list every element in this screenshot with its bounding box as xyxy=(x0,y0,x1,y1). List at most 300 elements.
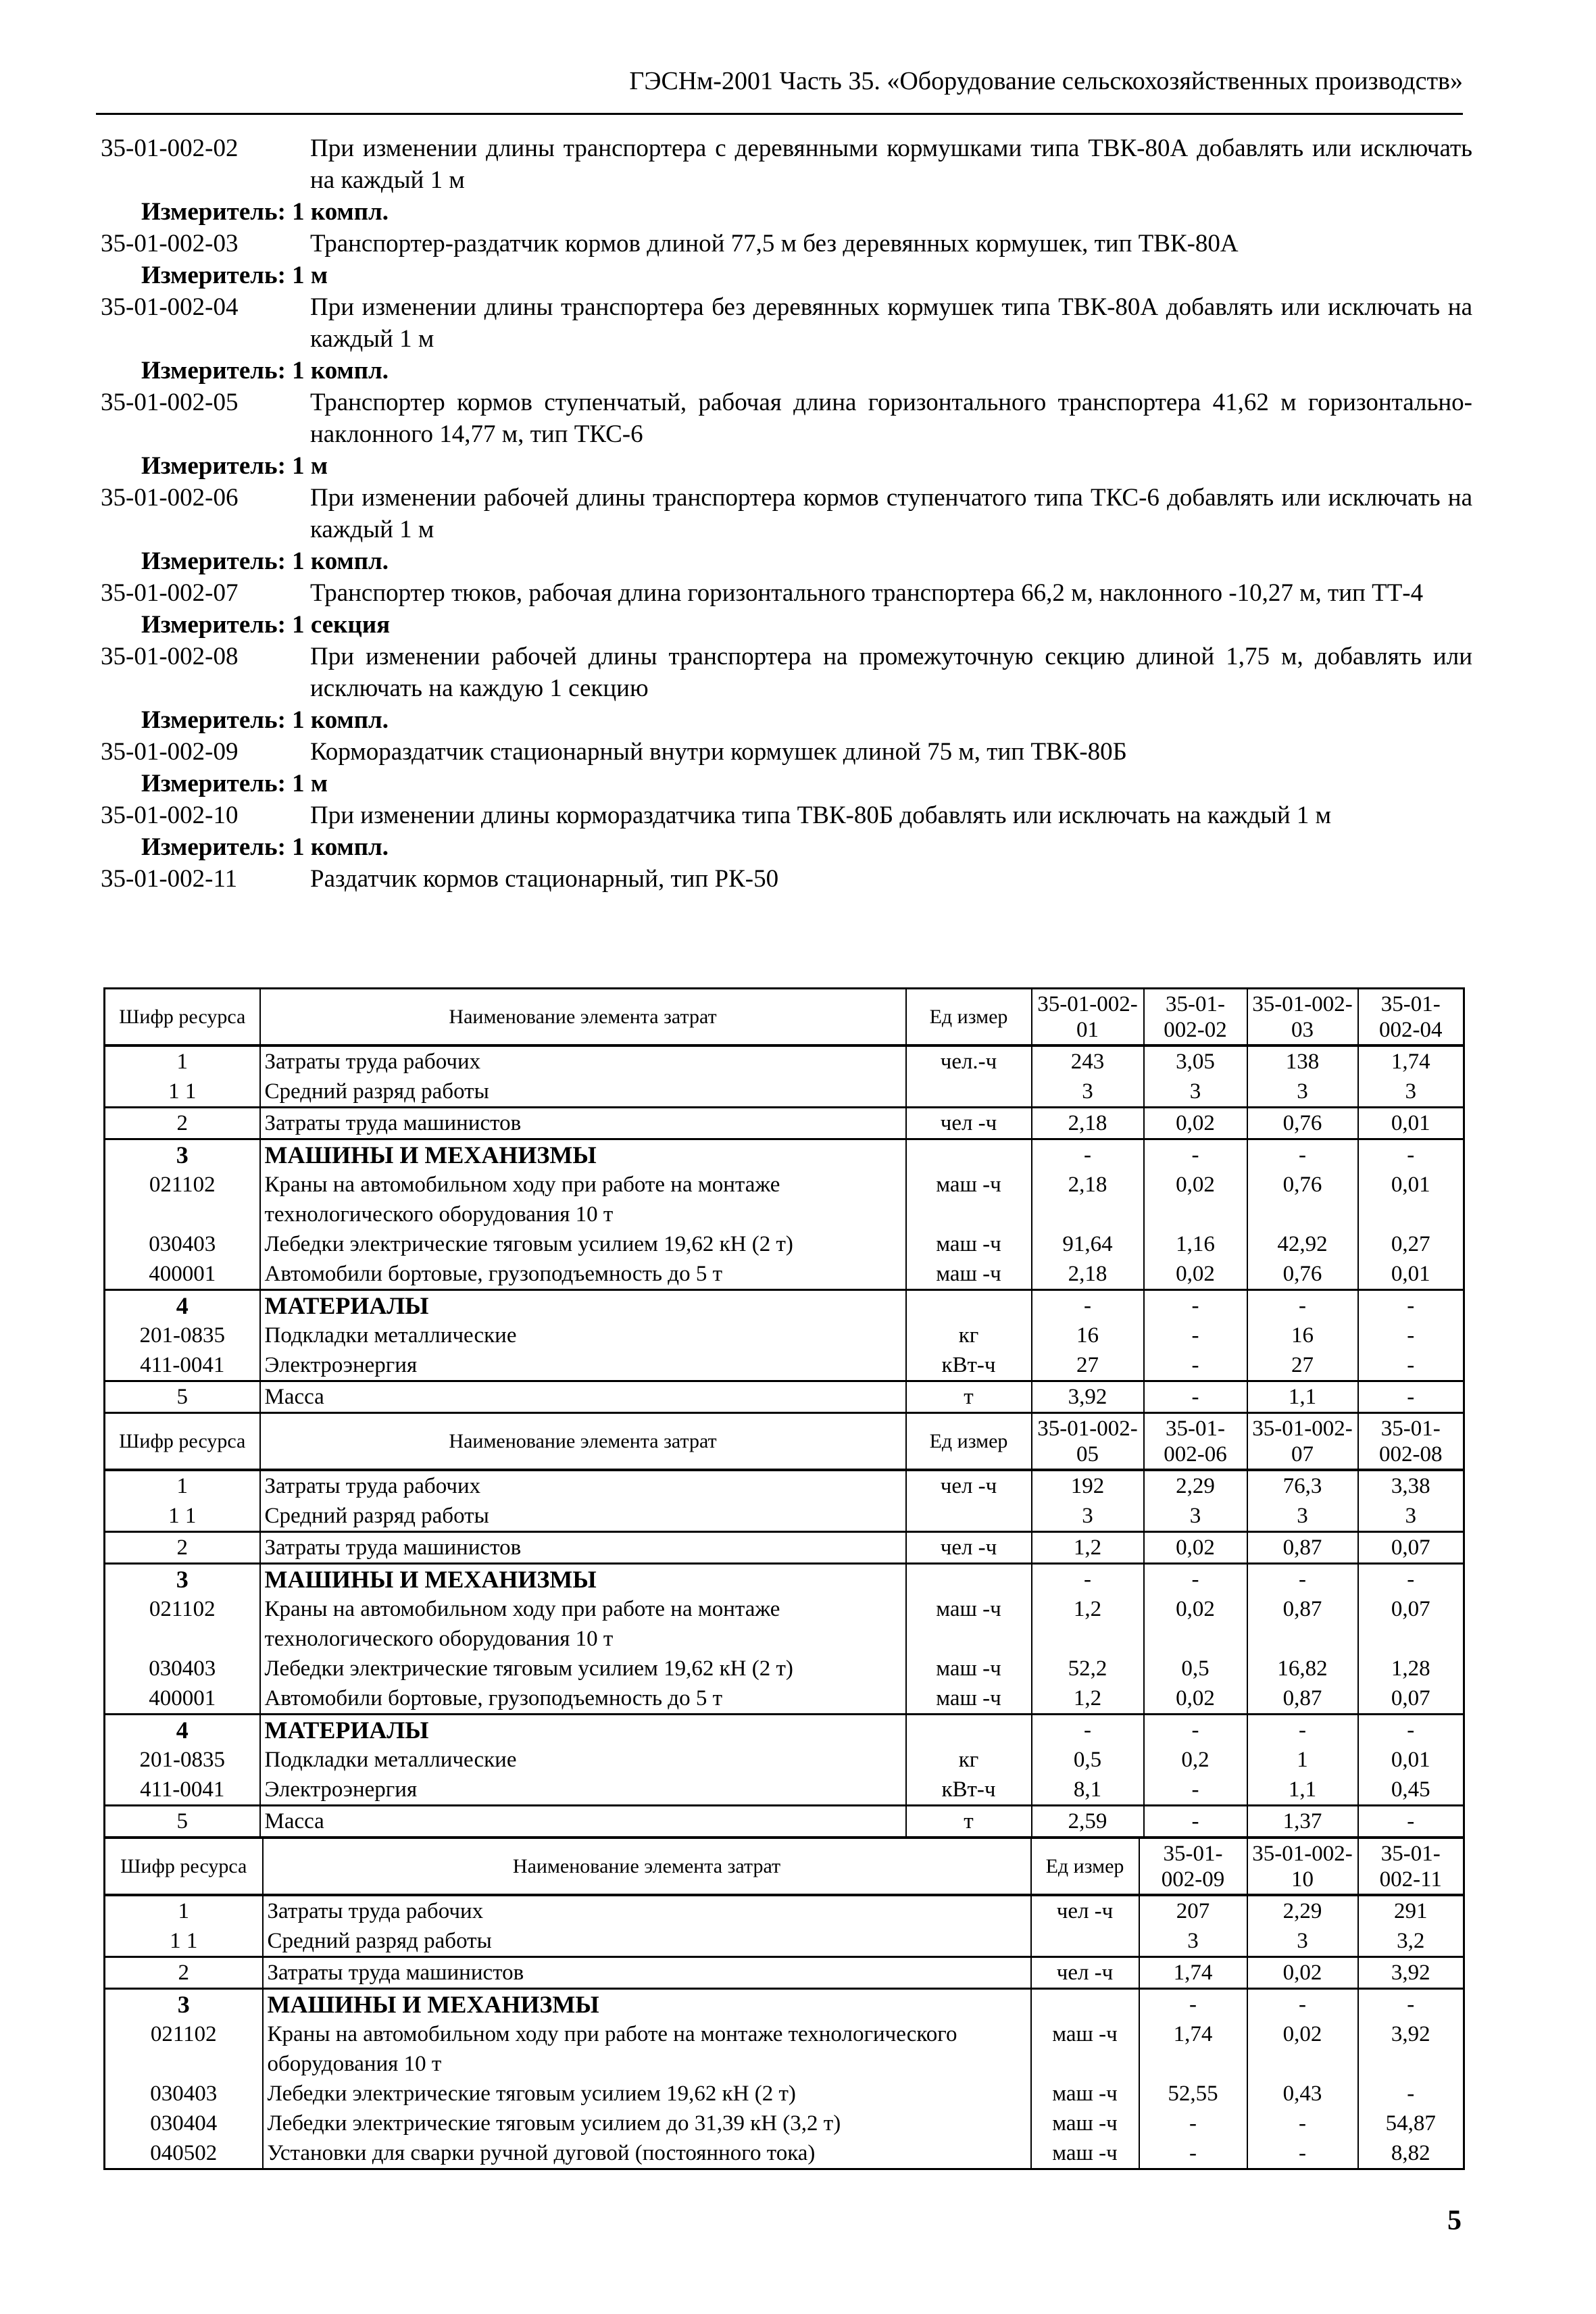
unit: чел -ч xyxy=(906,1532,1032,1564)
value-cell: 0,02 xyxy=(1144,1532,1247,1564)
value-cell: 2,18 xyxy=(1032,1259,1144,1290)
unit xyxy=(906,1139,1032,1171)
resource-code: 3 xyxy=(105,1139,260,1171)
value-cell: - xyxy=(1247,2109,1358,2138)
entry-description: При изменении рабочей длины транспортера кормов ступенчатого типа ТКС-6 добавлять или исключать на каждый 1 м xyxy=(310,484,1472,543)
table-header-row xyxy=(105,989,1464,1046)
table-row xyxy=(105,1564,1464,1595)
entry-code: 35-01-002-11 xyxy=(101,865,238,893)
value-cell: 0,87 xyxy=(1247,1594,1358,1654)
value-cell: - xyxy=(1139,1989,1247,2020)
unit: т xyxy=(906,1806,1032,1838)
entry-item xyxy=(101,132,1472,196)
table-row xyxy=(105,1715,1464,1746)
resource-code: 040502 xyxy=(105,2138,263,2169)
value-cell: - xyxy=(1247,1989,1358,2020)
cost-element-name: Электроэнергия xyxy=(260,1350,906,1381)
value-cell: 0,07 xyxy=(1358,1594,1464,1654)
value-cell: 27 xyxy=(1032,1350,1144,1381)
entry-code: 35-01-002-04 xyxy=(101,293,239,321)
unit xyxy=(906,1290,1032,1321)
cost-element-name: Средний разряд работы xyxy=(263,1926,1031,1957)
unit xyxy=(906,1077,1032,1108)
entry-item xyxy=(101,291,1472,355)
value-cell: 42,92 xyxy=(1247,1229,1358,1259)
unit: маш -ч xyxy=(906,1170,1032,1229)
value-cell: - xyxy=(1144,1806,1247,1838)
value-cell: 1,28 xyxy=(1358,1654,1464,1683)
resource-code: 030403 xyxy=(105,1229,260,1259)
entry-description: Транспортер кормов ступенчатый, рабочая длина горизонтального транспортера 41,62 м горизонтально-наклонного 14,77 м, тип ТКС-6 xyxy=(310,389,1472,448)
resource-code: 400001 xyxy=(105,1683,260,1715)
entry-measure: Измеритель: 1 компл. xyxy=(141,547,389,575)
column-header: 35-01-002-03 xyxy=(1247,989,1358,1046)
value-cell: - xyxy=(1144,1564,1247,1595)
column-header: 35-01-002-10 xyxy=(1247,1838,1358,1896)
unit xyxy=(1031,1926,1139,1957)
value-cell: 91,64 xyxy=(1032,1229,1144,1259)
value-cell: - xyxy=(1358,1715,1464,1746)
value-cell: 1,16 xyxy=(1144,1229,1247,1259)
resource-code: 1 xyxy=(105,1470,260,1501)
value-cell: 0,01 xyxy=(1358,1745,1464,1775)
value-cell: 0,02 xyxy=(1144,1170,1247,1229)
entry-measure: Измеритель: 1 компл. xyxy=(141,833,389,861)
table-row xyxy=(105,1350,1464,1381)
value-cell: 3 xyxy=(1358,1501,1464,1532)
unit: маш -ч xyxy=(906,1654,1032,1683)
value-cell: 2,59 xyxy=(1032,1806,1144,1838)
entry-code: 35-01-002-06 xyxy=(101,484,239,512)
value-cell: 3,92 xyxy=(1358,1957,1464,1989)
column-header: 35-01-002-08 xyxy=(1358,1413,1464,1471)
value-cell: - xyxy=(1358,1321,1464,1350)
value-cell: 76,3 xyxy=(1247,1470,1358,1501)
table-row xyxy=(105,1745,1464,1775)
value-cell: 1,74 xyxy=(1139,1957,1247,1989)
table-row xyxy=(105,2109,1464,2138)
value-cell: 3,92 xyxy=(1358,2019,1464,2079)
cost-element-name: МАТЕРИАЛЫ xyxy=(260,1290,906,1321)
resource-code: 030404 xyxy=(105,2109,263,2138)
column-header: 35-01-002-06 xyxy=(1144,1413,1247,1471)
value-cell: 3,92 xyxy=(1032,1381,1144,1413)
cost-element-name: Лебедки электрические тяговым усилием до 31,39 кН (3,2 т) xyxy=(263,2109,1031,2138)
resource-code: 4 xyxy=(105,1290,260,1321)
cost-element-name: МАШИНЫ И МЕХАНИЗМЫ xyxy=(263,1989,1031,2020)
entry-code: 35-01-002-07 xyxy=(101,579,239,607)
value-cell: 291 xyxy=(1358,1895,1464,1926)
resource-code: 4 xyxy=(105,1715,260,1746)
value-cell: 3,2 xyxy=(1358,1926,1464,1957)
entry-item xyxy=(101,641,1472,704)
value-cell: - xyxy=(1032,1290,1144,1321)
entry-item xyxy=(101,799,1472,831)
value-cell: 1,74 xyxy=(1139,2019,1247,2079)
cost-element-name: Средний разряд работы xyxy=(260,1077,906,1108)
entry-code: 35-01-002-08 xyxy=(101,643,239,670)
value-cell: 2,18 xyxy=(1032,1108,1144,1139)
table-row xyxy=(105,1170,1464,1229)
value-cell: 1,1 xyxy=(1247,1775,1358,1806)
value-cell: 243 xyxy=(1032,1045,1144,1077)
resource-code: 021102 xyxy=(105,1594,260,1654)
value-cell: 0,01 xyxy=(1358,1170,1464,1229)
table-row xyxy=(105,1806,1464,1838)
value-cell: - xyxy=(1144,1290,1247,1321)
entry-description: При изменении длины транспортера с деревянными кормушками типа ТВК-80А добавлять или исключать на каждый 1 м xyxy=(310,134,1472,194)
entry-item xyxy=(101,736,1472,768)
value-cell: 2,29 xyxy=(1247,1895,1358,1926)
value-cell: - xyxy=(1358,1350,1464,1381)
value-cell: 0,02 xyxy=(1144,1683,1247,1715)
cost-element-name: Автомобили бортовые, грузоподъемность до 5 т xyxy=(260,1683,906,1715)
resource-code: 2 xyxy=(105,1108,260,1139)
unit xyxy=(906,1715,1032,1746)
column-header: Наименование элемента затрат xyxy=(260,989,906,1046)
value-cell: - xyxy=(1247,2138,1358,2169)
value-cell: 3 xyxy=(1032,1501,1144,1532)
value-cell: 27 xyxy=(1247,1350,1358,1381)
resource-code: 2 xyxy=(105,1957,263,1989)
entry-measure: Измеритель: 1 компл. xyxy=(141,706,389,734)
table-row xyxy=(105,1077,1464,1108)
value-cell: 52,2 xyxy=(1032,1654,1144,1683)
entry-item xyxy=(101,228,1472,260)
unit xyxy=(906,1564,1032,1595)
value-cell: 0,02 xyxy=(1247,2019,1358,2079)
column-header: 35-01-002-11 xyxy=(1358,1838,1464,1896)
entry-code: 35-01-002-03 xyxy=(101,230,239,257)
cost-element-name: Затраты труда рабочих xyxy=(260,1470,906,1501)
table-row xyxy=(105,1957,1464,1989)
column-header: Ед измер xyxy=(906,989,1032,1046)
value-cell: 1,74 xyxy=(1358,1045,1464,1077)
value-cell: - xyxy=(1144,1321,1247,1350)
value-cell: - xyxy=(1358,1806,1464,1838)
unit: маш -ч xyxy=(906,1683,1032,1715)
entry-description: При изменении рабочей длины транспортера на промежуточную секцию длиной 1,75 м, добавлять или исключать на каждую 1 секцию xyxy=(310,643,1472,702)
entry-measure: Измеритель: 1 компл. xyxy=(141,198,389,226)
resource-code: 030403 xyxy=(105,2079,263,2109)
value-cell: 3 xyxy=(1358,1077,1464,1108)
resource-code: 021102 xyxy=(105,2019,263,2079)
resource-code: 3 xyxy=(105,1564,260,1595)
value-cell: - xyxy=(1144,1715,1247,1746)
entry-code: 35-01-002-02 xyxy=(101,134,239,162)
entry-description: Раздатчик кормов стационарный, тип РК-50 xyxy=(310,865,779,893)
cost-element-name: Краны на автомобильном ходу при работе на монтаже технологического оборудования 10 т xyxy=(263,2019,1031,2079)
cost-element-name: Затраты труда рабочих xyxy=(260,1045,906,1077)
entry-description: Кормораздатчик стационарный внутри кормушек длиной 75 м, тип ТВК-80Б xyxy=(310,738,1127,766)
table-row xyxy=(105,2138,1464,2169)
cost-element-name: Электроэнергия xyxy=(260,1775,906,1806)
value-cell: - xyxy=(1358,1381,1464,1413)
cost-element-name: Масса xyxy=(260,1806,906,1838)
resource-code: 411-0041 xyxy=(105,1350,260,1381)
column-header: 35-01-002-02 xyxy=(1144,989,1247,1046)
entry-measure: Измеритель: 1 секция xyxy=(141,611,391,639)
column-header: Ед измер xyxy=(1031,1838,1139,1896)
cost-element-name: МАШИНЫ И МЕХАНИЗМЫ xyxy=(260,1139,906,1171)
entry-item xyxy=(101,863,1472,895)
unit: т xyxy=(906,1381,1032,1413)
value-cell: - xyxy=(1139,2138,1247,2169)
value-cell: 3 xyxy=(1247,1077,1358,1108)
table-row xyxy=(105,1654,1464,1683)
unit: маш -ч xyxy=(906,1229,1032,1259)
entry-description: Транспортер-раздатчик кормов длиной 77,5 м без деревянных кормушек, тип ТВК-80А xyxy=(310,230,1239,257)
value-cell: 3 xyxy=(1032,1077,1144,1108)
entry-item xyxy=(101,577,1472,609)
cost-element-name: Установки для сварки ручной дуговой (постоянного тока) xyxy=(263,2138,1031,2169)
value-cell: - xyxy=(1144,1139,1247,1171)
cost-element-name: Затраты труда машинистов xyxy=(260,1108,906,1139)
value-cell: 16 xyxy=(1247,1321,1358,1350)
table-row xyxy=(105,1594,1464,1654)
resource-code: 1 xyxy=(105,1045,260,1077)
entry-item xyxy=(101,387,1472,450)
entry-code: 35-01-002-09 xyxy=(101,738,239,766)
value-cell: 3 xyxy=(1247,1501,1358,1532)
entry-measure: Измеритель: 1 м xyxy=(141,770,328,797)
entry-measure: Измеритель: 1 компл. xyxy=(141,357,389,385)
cost-element-name: Затраты труда рабочих xyxy=(263,1895,1031,1926)
column-header: Шифр ресурса xyxy=(105,1838,263,1896)
value-cell: 207 xyxy=(1139,1895,1247,1926)
table-row xyxy=(105,1895,1464,1926)
unit: маш -ч xyxy=(906,1594,1032,1654)
table-row xyxy=(105,1108,1464,1139)
value-cell: - xyxy=(1247,1564,1358,1595)
cost-element-name: Краны на автомобильном ходу при работе на монтаже технологического оборудования 10 т xyxy=(260,1594,906,1654)
unit: маш -ч xyxy=(1031,2079,1139,2109)
column-header: 35-01-002-05 xyxy=(1032,1413,1144,1471)
column-header: 35-01-002-09 xyxy=(1139,1838,1247,1896)
value-cell: 2,18 xyxy=(1032,1170,1144,1229)
value-cell: 3 xyxy=(1139,1926,1247,1957)
resource-code: 1 xyxy=(105,1895,263,1926)
value-cell: 3,05 xyxy=(1144,1045,1247,1077)
column-header: Ед измер xyxy=(906,1413,1032,1471)
unit: чел -ч xyxy=(1031,1957,1139,1989)
table-row xyxy=(105,1381,1464,1413)
resource-code: 5 xyxy=(105,1806,260,1838)
table-row xyxy=(105,1926,1464,1957)
value-cell: 3 xyxy=(1247,1926,1358,1957)
table-row xyxy=(105,1321,1464,1350)
value-cell: 0,87 xyxy=(1247,1683,1358,1715)
unit: кВт-ч xyxy=(906,1775,1032,1806)
resource-code: 3 xyxy=(105,1989,263,2020)
resource-code: 030403 xyxy=(105,1654,260,1683)
column-header: Шифр ресурса xyxy=(105,1413,260,1471)
cost-element-name: Подкладки металлические xyxy=(260,1745,906,1775)
unit: чел.-ч xyxy=(906,1045,1032,1077)
value-cell: - xyxy=(1144,1381,1247,1413)
unit: маш -ч xyxy=(1031,2109,1139,2138)
unit: маш -ч xyxy=(1031,2019,1139,2079)
value-cell: 8,1 xyxy=(1032,1775,1144,1806)
unit: кВт-ч xyxy=(906,1350,1032,1381)
value-cell: 2,29 xyxy=(1144,1470,1247,1501)
value-cell: 0,07 xyxy=(1358,1683,1464,1715)
table-row xyxy=(105,2079,1464,2109)
value-cell: 0,87 xyxy=(1247,1532,1358,1564)
unit: маш -ч xyxy=(906,1259,1032,1290)
value-cell: 192 xyxy=(1032,1470,1144,1501)
cost-element-name: Краны на автомобильном ходу при работе на монтаже технологического оборудования 10 т xyxy=(260,1170,906,1229)
table-row xyxy=(105,1989,1464,2020)
entry-measure: Измеритель: 1 м xyxy=(141,452,328,480)
value-cell: 138 xyxy=(1247,1045,1358,1077)
cost-element-name: Лебедки электрические тяговым усилием 19,62 кН (2 т) xyxy=(260,1654,906,1683)
value-cell: 0,43 xyxy=(1247,2079,1358,2109)
cost-element-name: Затраты труда машинистов xyxy=(260,1532,906,1564)
table-row xyxy=(105,1259,1464,1290)
value-cell: 0,2 xyxy=(1144,1745,1247,1775)
page-number: 5 xyxy=(1447,2205,1462,2236)
unit: чел -ч xyxy=(906,1470,1032,1501)
cost-element-name: МАТЕРИАЛЫ xyxy=(260,1715,906,1746)
value-cell: 0,01 xyxy=(1358,1108,1464,1139)
cost-element-name: Лебедки электрические тяговым усилием 19,62 кН (2 т) xyxy=(260,1229,906,1259)
value-cell: 1,2 xyxy=(1032,1532,1144,1564)
table-row xyxy=(105,1290,1464,1321)
value-cell: 1,1 xyxy=(1247,1381,1358,1413)
value-cell: 0,76 xyxy=(1247,1108,1358,1139)
resource-table-3 xyxy=(103,1837,1465,2170)
value-cell: 0,02 xyxy=(1144,1108,1247,1139)
resource-code: 400001 xyxy=(105,1259,260,1290)
resource-table-2 xyxy=(103,1412,1465,1838)
resource-code: 1 1 xyxy=(105,1926,263,1957)
table-row xyxy=(105,1470,1464,1501)
value-cell: - xyxy=(1139,2109,1247,2138)
cost-element-name: Средний разряд работы xyxy=(260,1501,906,1532)
table-row xyxy=(105,1045,1464,1077)
value-cell: 54,87 xyxy=(1358,2109,1464,2138)
unit xyxy=(906,1501,1032,1532)
cost-element-name: Лебедки электрические тяговым усилием 19,62 кН (2 т) xyxy=(263,2079,1031,2109)
entry-description: При изменении длины транспортера без деревянных кормушек типа ТВК-80А добавлять или исключать на каждый 1 м xyxy=(310,293,1472,353)
table-row xyxy=(105,1501,1464,1532)
resource-code: 201-0835 xyxy=(105,1321,260,1350)
entry-description: При изменении длины кормораздатчика типа ТВК-80Б добавлять или исключать на каждый 1 м xyxy=(310,802,1332,829)
resource-code: 1 1 xyxy=(105,1501,260,1532)
value-cell: 0,01 xyxy=(1358,1259,1464,1290)
unit: кг xyxy=(906,1321,1032,1350)
cost-element-name: Подкладки металлические xyxy=(260,1321,906,1350)
cost-element-name: Масса xyxy=(260,1381,906,1413)
value-cell: 0,45 xyxy=(1358,1775,1464,1806)
unit: маш -ч xyxy=(1031,2138,1139,2169)
resource-code: 2 xyxy=(105,1532,260,1564)
column-header: Наименование элемента затрат xyxy=(263,1838,1031,1896)
entry-measure: Измеритель: 1 м xyxy=(141,262,328,289)
table-row xyxy=(105,1683,1464,1715)
value-cell: 0,27 xyxy=(1358,1229,1464,1259)
column-header: 35-01-002-01 xyxy=(1032,989,1144,1046)
value-cell: - xyxy=(1144,1350,1247,1381)
value-cell: - xyxy=(1358,1989,1464,2020)
running-header: ГЭСНм-2001 Часть 35. «Оборудование сельскохозяйственных производств» xyxy=(96,64,1463,115)
resource-code: 411-0041 xyxy=(105,1775,260,1806)
table-row xyxy=(105,1532,1464,1564)
value-cell: - xyxy=(1247,1715,1358,1746)
resource-table-1 xyxy=(103,987,1465,1414)
value-cell: - xyxy=(1032,1564,1144,1595)
value-cell: 0,5 xyxy=(1032,1745,1144,1775)
value-cell: - xyxy=(1358,1139,1464,1171)
table-row xyxy=(105,1229,1464,1259)
column-header: 35-01-002-04 xyxy=(1358,989,1464,1046)
value-cell: - xyxy=(1144,1775,1247,1806)
value-cell: - xyxy=(1358,1290,1464,1321)
entry-code: 35-01-002-05 xyxy=(101,389,239,416)
value-cell: 52,55 xyxy=(1139,2079,1247,2109)
value-cell: 3,38 xyxy=(1358,1470,1464,1501)
resource-code: 5 xyxy=(105,1381,260,1413)
cost-element-name: Автомобили бортовые, грузоподъемность до 5 т xyxy=(260,1259,906,1290)
column-header: 35-01-002-07 xyxy=(1247,1413,1358,1471)
value-cell: - xyxy=(1358,1564,1464,1595)
column-header: Шифр ресурса xyxy=(105,989,260,1046)
resource-code: 1 1 xyxy=(105,1077,260,1108)
value-cell: 8,82 xyxy=(1358,2138,1464,2169)
value-cell: 0,02 xyxy=(1144,1594,1247,1654)
unit: чел -ч xyxy=(906,1108,1032,1139)
value-cell: 16,82 xyxy=(1247,1654,1358,1683)
value-cell: 0,07 xyxy=(1358,1532,1464,1564)
column-header: Наименование элемента затрат xyxy=(260,1413,906,1471)
table-row xyxy=(105,2019,1464,2079)
entry-code: 35-01-002-10 xyxy=(101,802,239,829)
table-header-row xyxy=(105,1413,1464,1471)
value-cell: - xyxy=(1247,1290,1358,1321)
value-cell: 0,76 xyxy=(1247,1259,1358,1290)
cost-element-name: Затраты труда машинистов xyxy=(263,1957,1031,1989)
value-cell: - xyxy=(1247,1139,1358,1171)
value-cell: 0,76 xyxy=(1247,1170,1358,1229)
entry-description: Транспортер тюков, рабочая длина горизонтального транспортера 66,2 м, наклонного -10,27 м, тип ТТ-4 xyxy=(310,579,1424,607)
table-row xyxy=(105,1139,1464,1171)
unit: чел -ч xyxy=(1031,1895,1139,1926)
value-cell: - xyxy=(1358,2079,1464,2109)
resource-code: 201-0835 xyxy=(105,1745,260,1775)
value-cell: 1 xyxy=(1247,1745,1358,1775)
unit xyxy=(1031,1989,1139,2020)
value-cell: 0,5 xyxy=(1144,1654,1247,1683)
value-cell: 0,02 xyxy=(1247,1957,1358,1989)
value-cell: 1,2 xyxy=(1032,1594,1144,1654)
value-cell: 1,2 xyxy=(1032,1683,1144,1715)
table-header-row xyxy=(105,1838,1464,1896)
cost-element-name: МАШИНЫ И МЕХАНИЗМЫ xyxy=(260,1564,906,1595)
value-cell: - xyxy=(1032,1715,1144,1746)
table-row xyxy=(105,1775,1464,1806)
resource-code: 021102 xyxy=(105,1170,260,1229)
value-cell: 1,37 xyxy=(1247,1806,1358,1838)
value-cell: 0,02 xyxy=(1144,1259,1247,1290)
entry-item xyxy=(101,482,1472,545)
value-cell: - xyxy=(1032,1139,1144,1171)
value-cell: 3 xyxy=(1144,1501,1247,1532)
value-cell: 3 xyxy=(1144,1077,1247,1108)
value-cell: 16 xyxy=(1032,1321,1144,1350)
entry-list xyxy=(101,132,1472,895)
unit: кг xyxy=(906,1745,1032,1775)
